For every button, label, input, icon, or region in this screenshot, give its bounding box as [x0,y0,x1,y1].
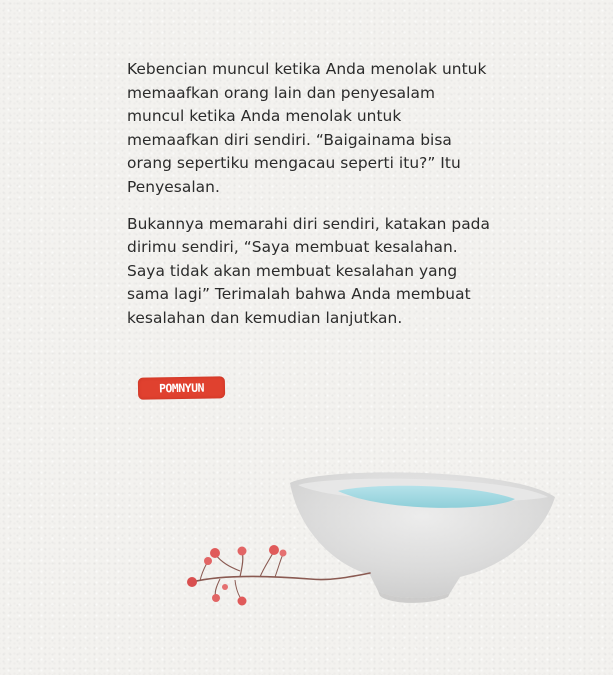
text-line: Penyesalan. [127,177,220,196]
quote-text [127,58,507,331]
text-line: Kebencian muncul ketika Anda menolak untuk [127,60,487,78]
pomnyun-stamp: POMNYUN [138,376,225,400]
text-line: muncul ketika Anda menolak untuk [127,107,402,126]
bowl-and-branch-illustration [180,455,570,615]
text-line: memaafkan diri sendiri. “Baigainama bisa [127,130,452,149]
text-line: memaafkan orang lain dan penyesalam [127,83,435,102]
text-line: dirimu sendiri, “Saya membuat kesalahan. [127,238,458,257]
paragraph-2 [127,213,507,331]
paragraph-1 [127,58,507,200]
text-line: Saya tidak akan membuat kesalahan yang [127,261,458,280]
text-line: sama lagi” Terimalah bahwa Anda membuat [127,285,471,304]
text-line: kesalahan dan kemudian lanjutkan. [127,308,403,327]
bowl-icon [290,472,555,603]
text-line: orang sepertiku mengacau seperti itu?” Itu [127,154,461,173]
text-line: Bukannya memarahi diri sendiri, katakan pada [127,214,490,233]
